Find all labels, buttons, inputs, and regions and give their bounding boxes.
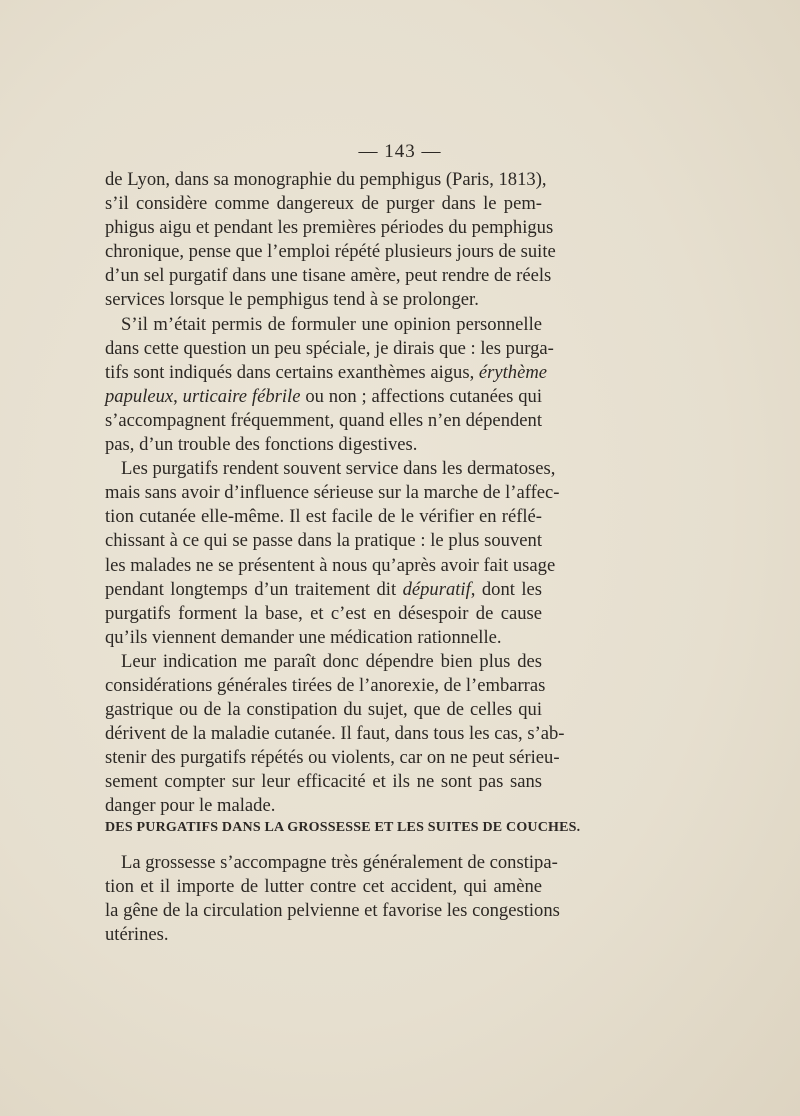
text-line [105,674,546,698]
text-segment: phigus aigu et pendant les premières périodes du pemphigus [105,217,554,239]
text-line [105,505,542,529]
text-line [105,851,558,875]
body-text [105,168,565,819]
text-segment: sement compter sur leur efficacité et ils ne sont pas sans [105,771,542,793]
italic-term: dépuratif [402,578,471,600]
text-segment: mais sans avoir d’influence sérieuse sur la marche de l’affec- [105,482,560,504]
text-line [105,409,542,433]
text-line [105,168,547,192]
text-line [105,385,542,409]
text-line [105,602,542,626]
text-segment: , [173,385,183,407]
text-line [105,264,552,288]
text-segment: purgatifs forment la base, et c’est en désespoir de cause [105,602,542,624]
text-line [105,288,542,312]
text-line [105,216,554,240]
text-line [105,923,542,947]
text-segment: stenir des purgatifs répétés ou violents, car on ne peut sérieu- [105,747,560,769]
text-line [105,481,560,505]
text-line [105,433,542,457]
text-segment: d’un sel purgatif dans une tisane amère, peut rendre de réels [105,265,552,287]
text-segment: qu’ils viennent demander une médication rationnelle. [105,626,502,648]
italic-term: érythème [478,361,548,383]
text-line [105,899,560,923]
text-segment: la gêne de la circulation pelvienne et favorise les congestions [105,900,560,922]
text-segment: pendant longtemps d’un traitement dit [105,578,403,600]
italic-term: papuleux [105,385,174,407]
text-segment: tifs sont indiqués dans certains exanthèmes aigus, [105,361,479,383]
text-segment: les malades ne se présentent à nous qu’après avoir fait usage [105,554,556,576]
text-segment: pas, d’un trouble des fonctions digestives. [105,434,418,456]
text-segment: chronique, pense que l’emploi répété plusieurs jours de suite [105,241,556,263]
text-segment: chissant à ce qui se passe dans la pratique : le plus souvent [105,530,542,552]
text-line [105,361,548,385]
text-segment: La grossesse s’accompagne très généralement de constipa- [121,852,558,873]
text-segment: s’accompagnent fréquemment, quand elles n’en dépendent [105,409,542,431]
text-segment: danger pour le malade. [105,795,276,817]
section-body-text [105,851,560,947]
text-segment: S’il m’était permis de formuler une opinion personnelle [121,313,542,335]
text-segment: , dont les [470,578,542,600]
text-line [105,313,542,337]
section-heading: DES PURGATIFS DANS LA GROSSESSE ET LES SUITES DE COUCHES. [105,820,581,835]
text-line [105,794,542,818]
text-line [105,746,560,770]
text-segment: dérivent de la maladie cutanée. Il faut, dans tous les cas, s’ab- [105,723,565,745]
page-number: — 143 — [358,141,442,162]
text-line [105,192,542,216]
text-segment: de Lyon, dans sa monographie du pemphigus (Paris, 1813), [105,169,547,190]
text-segment: tion et il importe de lutter contre cet accident, qui amène [105,876,542,898]
text-line [105,240,556,264]
text-line [105,698,542,722]
text-segment: gastrique ou de la constipation du sujet, que de celles qui [105,699,542,721]
text-segment: ou non ; affections cutanées qui [300,385,542,407]
text-segment: considérations générales tirées de l’anorexie, de l’embarras [105,674,546,696]
text-line [105,457,556,481]
text-line [105,578,542,602]
text-line [105,554,556,578]
text-line [105,650,542,674]
text-segment: utérines. [105,924,169,946]
italic-term: urticaire fébrile [182,385,301,407]
text-line [105,337,554,361]
text-segment: tion cutanée elle-même. Il est facile de le vérifier en réflé- [105,506,542,528]
text-line [105,770,542,794]
text-line [105,722,565,746]
text-line [105,529,542,553]
text-line [105,875,542,899]
text-segment: Leur indication me paraît donc dépendre bien plus des [121,650,542,672]
text-segment: Les purgatifs rendent souvent service dans les dermatoses, [121,458,556,480]
text-line [105,626,542,650]
text-segment: s’il considère comme dangereux de purger dans le pem- [105,193,542,215]
text-segment: dans cette question un peu spéciale, je dirais que : les purga- [105,337,554,359]
text-segment: services lorsque le pemphigus tend à se prolonger. [105,289,479,311]
